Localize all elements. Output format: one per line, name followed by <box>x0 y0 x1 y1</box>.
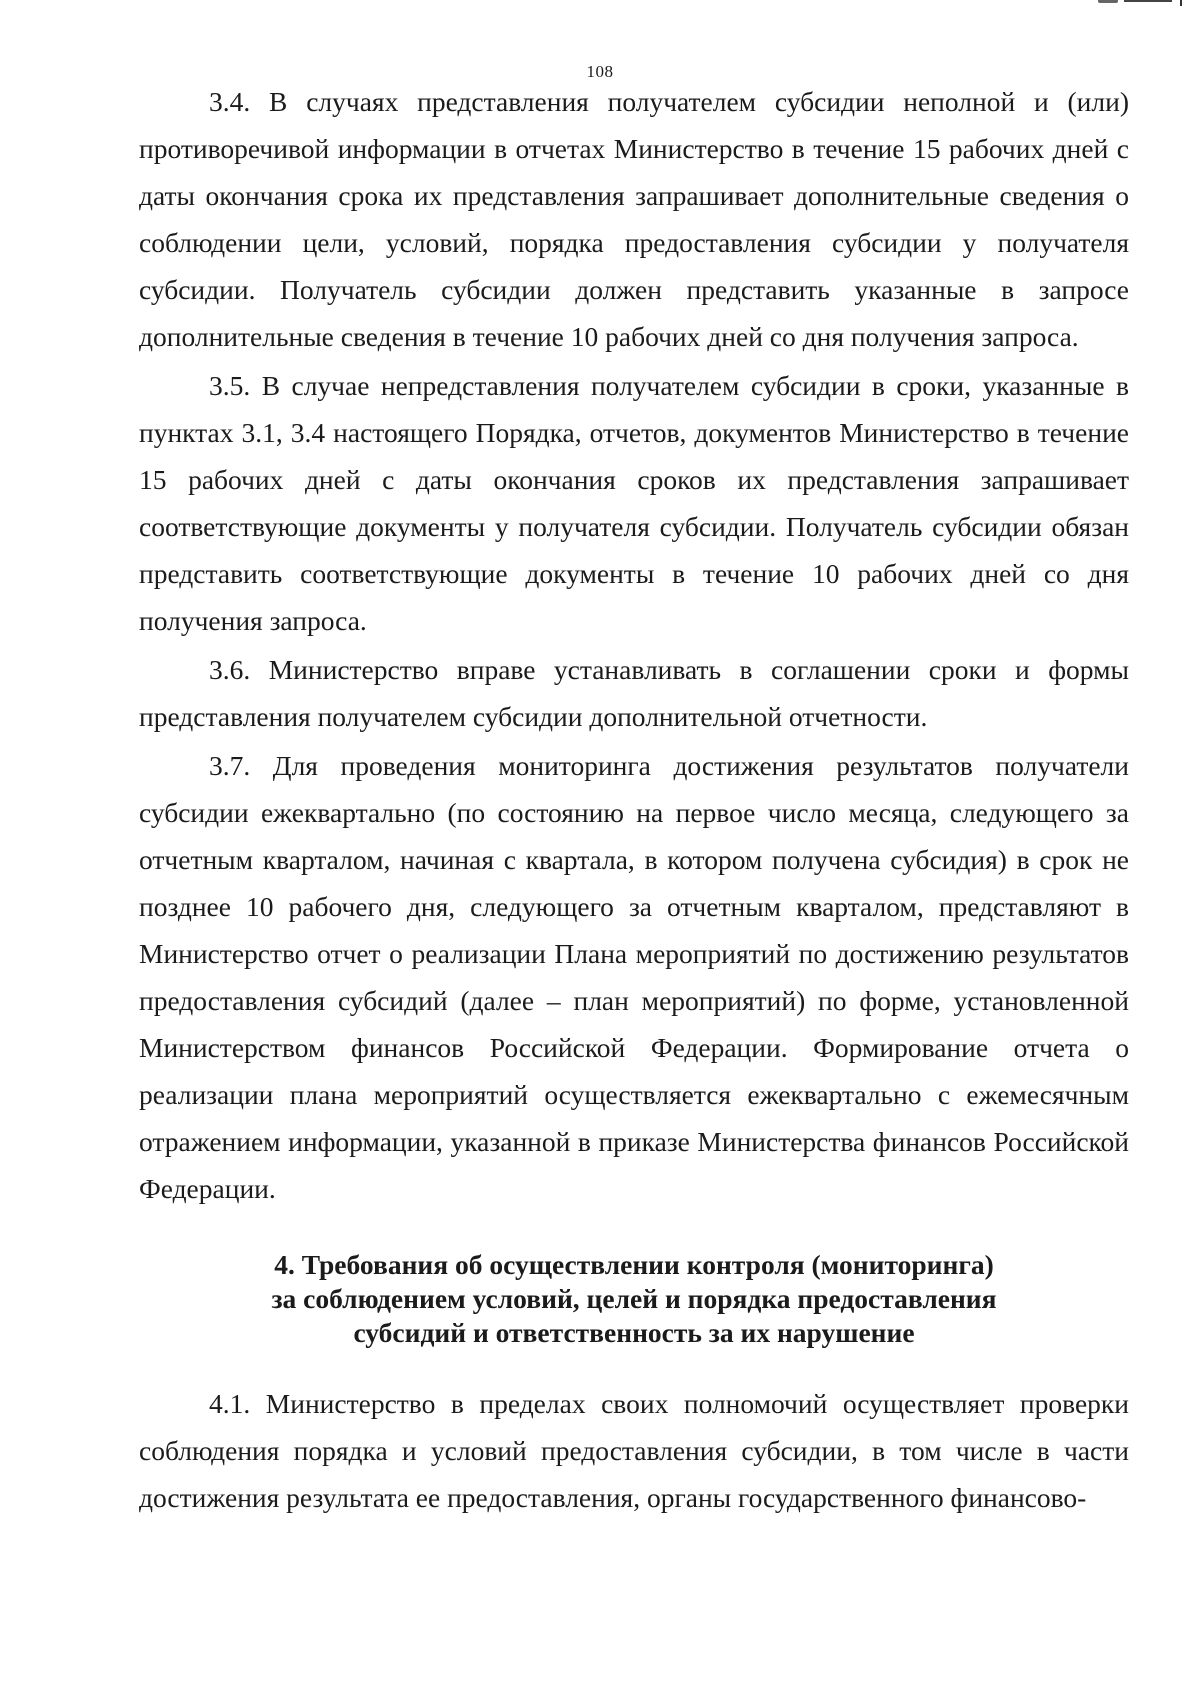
scan-artifact-blob <box>1098 0 1118 3</box>
paragraph-3-5: 3.5. В случае непредставления получателем субсидии в сроки, указанные в пунктах 3.1, 3.4 настоящего Порядка, отчетов, документов Министерство в течение 15 рабочих дней с даты окончания сроков их представления запрашивает соответствующие документы у получателя субсидии. Получатель субсидии обязан представить соответствующие документы в течение 10 рабочих дней со дня получения запроса. <box>139 370 1129 636</box>
section-heading-line: субсидий и ответственность за их нарушение <box>353 1317 915 1348</box>
section-heading-line: за соблюдением условий, целей и порядка предоставления <box>271 1283 997 1314</box>
scan-artifact-tick <box>1180 0 1182 6</box>
paragraph-3-4: 3.4. В случаях представления получателем субсидии неполной и (или) противоречивой информации в отчетах Министерство в течение 15 рабочих дней с даты окончания срока их представления запрашивает дополнительные сведения о соблюдении цели, условий, порядка предоставления субсидии у получателя субсидии. Получатель субсидии должен представить указанные в запросе дополнительные сведения в течение 10 рабочих дней со дня получения запроса. <box>139 86 1129 352</box>
page-number: 108 <box>586 62 614 81</box>
scan-corner-mark <box>1072 0 1182 6</box>
paragraph-3-7: 3.7. Для проведения мониторинга достижения результатов получатели субсидии ежеквартально (по состоянию на первое число месяца, следующего за отчетным кварталом, начиная с квартала, в котором получена субсидия) в срок не позднее 10 рабочего дня, следующего за отчетным кварталом, представляют в Министерство отчет о реализации Плана мероприятий по достижению результатов предоставления субсидий (далее – план мероприятий) по форме, установленной Министерством финансов Российской Федерации. Формирование отчета о реализации плана мероприятий осуществляется ежеквартально с ежемесячным отражением информации, указанной в приказе Министерства финансов Российской Федерации. <box>139 750 1129 1204</box>
section-4-heading <box>139 1248 1129 1350</box>
scan-artifact-dash <box>1124 0 1172 2</box>
document-body <box>139 78 1129 1521</box>
paragraph-4-1: 4.1. Министерство в пределах своих полномочий осуществляет проверки соблюдения порядка и условий предоставления субсидии, в том числе в части достижения результата ее предоставления, органы государственного финансово- <box>139 1388 1129 1513</box>
paragraph-3-6: 3.6. Министерство вправе устанавливать в соглашении сроки и формы представления получателем субсидии дополнительной отчетности. <box>139 654 1129 732</box>
section-heading-line: 4. Требования об осуществлении контроля (мониторинга) <box>274 1249 994 1280</box>
